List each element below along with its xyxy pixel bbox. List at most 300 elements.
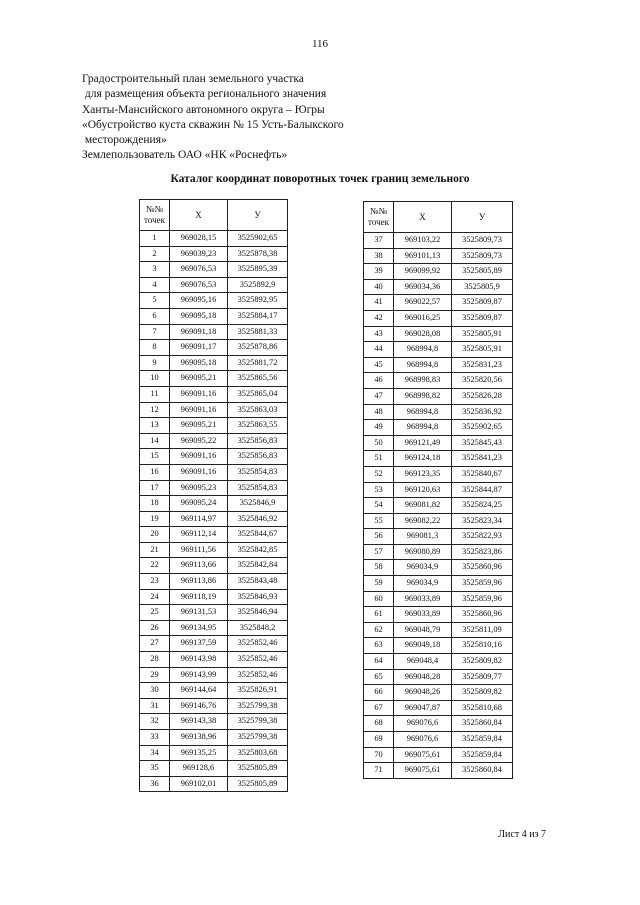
table-row <box>140 262 288 278</box>
table-row <box>364 435 513 451</box>
y-coordinate-cell: 3525859,96 <box>452 576 513 592</box>
y-coordinate-cell: 3525854,83 <box>228 480 288 496</box>
x-coordinate-cell: 969118,19 <box>170 589 228 605</box>
table-row <box>364 498 513 514</box>
point-number-cell: 67 <box>364 700 394 716</box>
x-coordinate-cell: 969075,61 <box>394 763 452 779</box>
y-coordinate-cell: 3525845,43 <box>452 435 513 451</box>
x-coordinate-cell: 969049,18 <box>394 638 452 654</box>
table-row <box>140 776 288 792</box>
header-line: Ханты-Мансийского автономного округа – Югры <box>82 103 325 116</box>
point-number-cell: 25 <box>140 605 170 621</box>
point-number-cell: 53 <box>364 482 394 498</box>
table-row <box>140 386 288 402</box>
point-number-cell: 58 <box>364 560 394 576</box>
x-coordinate-cell: 969034,9 <box>394 560 452 576</box>
x-coordinate-cell: 969143,98 <box>170 652 228 668</box>
table-row <box>140 308 288 324</box>
point-number-cell: 40 <box>364 279 394 295</box>
table-row <box>364 716 513 732</box>
table-row <box>364 404 513 420</box>
x-coordinate-cell: 969101,13 <box>394 248 452 264</box>
table-row <box>364 295 513 311</box>
x-coordinate-cell: 969113,86 <box>170 574 228 590</box>
point-number-cell: 30 <box>140 683 170 699</box>
header-y: У <box>452 202 513 233</box>
x-coordinate-cell: 969095,18 <box>170 308 228 324</box>
table-row <box>364 373 513 389</box>
y-coordinate-cell: 3525863,55 <box>228 418 288 434</box>
y-coordinate-cell: 3525799,38 <box>228 730 288 746</box>
x-coordinate-cell: 969121,49 <box>394 435 452 451</box>
y-coordinate-cell: 3525823,86 <box>452 544 513 560</box>
table-row <box>364 342 513 358</box>
x-coordinate-cell: 969076,53 <box>170 277 228 293</box>
point-number-cell: 35 <box>140 761 170 777</box>
y-coordinate-cell: 3525826,28 <box>452 388 513 404</box>
table-row <box>140 246 288 262</box>
x-coordinate-cell: 969080,89 <box>394 544 452 560</box>
header-line: Землепользователь ОАО «НК «Роснефть» <box>82 149 288 162</box>
x-coordinate-cell: 969033,89 <box>394 591 452 607</box>
point-number-cell: 1 <box>140 231 170 247</box>
table-row <box>140 293 288 309</box>
y-coordinate-cell: 3525846,92 <box>228 511 288 527</box>
table-row <box>364 747 513 763</box>
x-coordinate-cell: 969076,53 <box>170 262 228 278</box>
header-line: «Обустройство куста скважин № 15 Усть-Балыкского <box>82 118 344 131</box>
table-row <box>364 388 513 404</box>
point-number-cell: 8 <box>140 340 170 356</box>
y-coordinate-cell: 3525831,23 <box>452 357 513 373</box>
table-row <box>140 324 288 340</box>
table-row <box>364 513 513 529</box>
point-number-cell: 22 <box>140 558 170 574</box>
y-coordinate-cell: 3525902,65 <box>228 231 288 247</box>
y-coordinate-cell: 3525844,87 <box>452 482 513 498</box>
x-coordinate-cell: 969091,17 <box>170 340 228 356</box>
y-coordinate-cell: 3525805,9 <box>452 279 513 295</box>
table-row <box>140 418 288 434</box>
x-coordinate-cell: 969022,57 <box>394 295 452 311</box>
point-number-cell: 33 <box>140 730 170 746</box>
catalog-title: Каталог координат поворотных точек границ земельного <box>170 173 470 185</box>
point-number-cell: 37 <box>364 233 394 249</box>
x-coordinate-cell: 969091,16 <box>170 386 228 402</box>
x-coordinate-cell: 969135,25 <box>170 745 228 761</box>
point-number-cell: 5 <box>140 293 170 309</box>
header-y: У <box>228 200 288 231</box>
point-number-cell: 54 <box>364 498 394 514</box>
point-number-cell: 39 <box>364 264 394 280</box>
table-row <box>364 544 513 560</box>
y-coordinate-cell: 3525846,93 <box>228 589 288 605</box>
y-coordinate-cell: 3525846,9 <box>228 496 288 512</box>
y-coordinate-cell: 3525824,25 <box>452 498 513 514</box>
point-number-cell: 17 <box>140 480 170 496</box>
table-row <box>364 482 513 498</box>
point-number-cell: 48 <box>364 404 394 420</box>
table-row <box>140 667 288 683</box>
x-coordinate-cell: 969144,64 <box>170 683 228 699</box>
coordinates-table-right <box>363 201 513 779</box>
point-number-cell: 23 <box>140 574 170 590</box>
point-number-cell: 41 <box>364 295 394 311</box>
x-coordinate-cell: 968994,8 <box>394 404 452 420</box>
point-number-cell: 43 <box>364 326 394 342</box>
x-coordinate-cell: 969091,16 <box>170 449 228 465</box>
table-row <box>140 620 288 636</box>
x-coordinate-cell: 969048,28 <box>394 669 452 685</box>
sheet-number: Лист 4 из 7 <box>498 829 546 840</box>
x-coordinate-cell: 969137,59 <box>170 636 228 652</box>
x-coordinate-cell: 969091,18 <box>170 324 228 340</box>
y-coordinate-cell: 3525841,23 <box>452 451 513 467</box>
table-row <box>140 636 288 652</box>
table-row <box>140 277 288 293</box>
table-row <box>364 357 513 373</box>
table-row <box>364 466 513 482</box>
point-number-cell: 13 <box>140 418 170 434</box>
page-number: 116 <box>311 38 329 50</box>
y-coordinate-cell: 3525860,96 <box>452 607 513 623</box>
table-row <box>364 763 513 779</box>
y-coordinate-cell: 3525810,16 <box>452 638 513 654</box>
y-coordinate-cell: 3525848,2 <box>228 620 288 636</box>
x-coordinate-cell: 969099,92 <box>394 264 452 280</box>
table-row <box>140 745 288 761</box>
x-coordinate-cell: 969076,6 <box>394 732 452 748</box>
table-row <box>140 433 288 449</box>
y-coordinate-cell: 3525809,87 <box>452 295 513 311</box>
point-number-cell: 20 <box>140 527 170 543</box>
x-coordinate-cell: 969081,3 <box>394 529 452 545</box>
point-number-cell: 52 <box>364 466 394 482</box>
point-number-cell: 62 <box>364 622 394 638</box>
y-coordinate-cell: 3525809,77 <box>452 669 513 685</box>
point-number-cell: 66 <box>364 685 394 701</box>
y-coordinate-cell: 3525799,38 <box>228 714 288 730</box>
table-row <box>364 669 513 685</box>
point-number-cell: 4 <box>140 277 170 293</box>
y-coordinate-cell: 3525799,38 <box>228 698 288 714</box>
x-coordinate-cell: 969047,87 <box>394 700 452 716</box>
point-number-cell: 38 <box>364 248 394 264</box>
y-coordinate-cell: 3525840,67 <box>452 466 513 482</box>
y-coordinate-cell: 3525826,91 <box>228 683 288 699</box>
table-row <box>364 451 513 467</box>
x-coordinate-cell: 969095,22 <box>170 433 228 449</box>
x-coordinate-cell: 969120,63 <box>394 482 452 498</box>
point-number-cell: 65 <box>364 669 394 685</box>
y-coordinate-cell: 3525805,89 <box>228 776 288 792</box>
x-coordinate-cell: 969143,38 <box>170 714 228 730</box>
table-row <box>140 480 288 496</box>
point-number-cell: 68 <box>364 716 394 732</box>
y-coordinate-cell: 3525865,56 <box>228 371 288 387</box>
y-coordinate-cell: 3525856,83 <box>228 433 288 449</box>
point-number-cell: 24 <box>140 589 170 605</box>
x-coordinate-cell: 969128,6 <box>170 761 228 777</box>
table-row <box>140 355 288 371</box>
point-number-cell: 64 <box>364 654 394 670</box>
y-coordinate-cell: 3525836,92 <box>452 404 513 420</box>
table-row <box>364 607 513 623</box>
x-coordinate-cell: 969048,79 <box>394 622 452 638</box>
point-number-cell: 46 <box>364 373 394 389</box>
point-number-cell: 19 <box>140 511 170 527</box>
y-coordinate-cell: 3525805,91 <box>452 326 513 342</box>
y-coordinate-cell: 3525843,48 <box>228 574 288 590</box>
y-coordinate-cell: 3525805,89 <box>452 264 513 280</box>
table-row <box>364 326 513 342</box>
point-number-cell: 26 <box>140 620 170 636</box>
table-row <box>140 231 288 247</box>
y-coordinate-cell: 3525805,89 <box>228 761 288 777</box>
table-row <box>364 264 513 280</box>
header-x: Х <box>170 200 228 231</box>
table-row <box>364 310 513 326</box>
header-line: Градостроительный план земельного участка <box>82 73 304 85</box>
x-coordinate-cell: 969048,26 <box>394 685 452 701</box>
point-number-cell: 34 <box>140 745 170 761</box>
point-number-cell: 12 <box>140 402 170 418</box>
point-number-cell: 7 <box>140 324 170 340</box>
y-coordinate-cell: 3525809,87 <box>452 310 513 326</box>
y-coordinate-cell: 3525805,91 <box>452 342 513 358</box>
y-coordinate-cell: 3525859,96 <box>452 591 513 607</box>
y-coordinate-cell: 3525863,03 <box>228 402 288 418</box>
y-coordinate-cell: 3525852,46 <box>228 636 288 652</box>
header-point-number: №№ точек <box>364 202 394 233</box>
x-coordinate-cell: 969076,6 <box>394 716 452 732</box>
coordinates-table-left <box>139 199 288 792</box>
x-coordinate-cell: 968994,8 <box>394 420 452 436</box>
header-line: для размещения объекта регионального значения <box>82 88 327 101</box>
y-coordinate-cell: 3525809,73 <box>452 248 513 264</box>
point-number-cell: 28 <box>140 652 170 668</box>
table-row <box>140 527 288 543</box>
y-coordinate-cell: 3525809,73 <box>452 233 513 249</box>
y-coordinate-cell: 3525809,82 <box>452 654 513 670</box>
y-coordinate-cell: 3525823,34 <box>452 513 513 529</box>
point-number-cell: 51 <box>364 451 394 467</box>
y-coordinate-cell: 3525820,56 <box>452 373 513 389</box>
header-point-number: №№ точек <box>140 200 170 231</box>
table-row <box>364 576 513 592</box>
table-row <box>364 638 513 654</box>
y-coordinate-cell: 3525892,9 <box>228 277 288 293</box>
table-row <box>140 589 288 605</box>
point-number-cell: 32 <box>140 714 170 730</box>
x-coordinate-cell: 969095,23 <box>170 480 228 496</box>
x-coordinate-cell: 969114,97 <box>170 511 228 527</box>
point-number-cell: 71 <box>364 763 394 779</box>
x-coordinate-cell: 969095,21 <box>170 418 228 434</box>
table-row <box>364 622 513 638</box>
x-coordinate-cell: 969095,24 <box>170 496 228 512</box>
y-coordinate-cell: 3525842,85 <box>228 542 288 558</box>
y-coordinate-cell: 3525860,84 <box>452 716 513 732</box>
y-coordinate-cell: 3525844,67 <box>228 527 288 543</box>
point-number-cell: 3 <box>140 262 170 278</box>
y-coordinate-cell: 3525884,17 <box>228 308 288 324</box>
point-number-cell: 57 <box>364 544 394 560</box>
table-row <box>364 654 513 670</box>
table-row <box>364 279 513 295</box>
y-coordinate-cell: 3525865,04 <box>228 386 288 402</box>
table-row <box>364 732 513 748</box>
x-coordinate-cell: 969075,61 <box>394 747 452 763</box>
y-coordinate-cell: 3525892,95 <box>228 293 288 309</box>
point-number-cell: 2 <box>140 246 170 262</box>
x-coordinate-cell: 969138,96 <box>170 730 228 746</box>
y-coordinate-cell: 3525852,46 <box>228 667 288 683</box>
y-coordinate-cell: 3525859,84 <box>452 747 513 763</box>
point-number-cell: 56 <box>364 529 394 545</box>
point-number-cell: 21 <box>140 542 170 558</box>
table-row <box>140 496 288 512</box>
table-row <box>140 605 288 621</box>
table-row <box>364 529 513 545</box>
x-coordinate-cell: 969028,15 <box>170 231 228 247</box>
x-coordinate-cell: 969082,22 <box>394 513 452 529</box>
x-coordinate-cell: 969028,08 <box>394 326 452 342</box>
table-row <box>364 685 513 701</box>
point-number-cell: 42 <box>364 310 394 326</box>
header-x: Х <box>394 202 452 233</box>
x-coordinate-cell: 969146,76 <box>170 698 228 714</box>
y-coordinate-cell: 3525854,83 <box>228 464 288 480</box>
table-row <box>140 449 288 465</box>
y-coordinate-cell: 3525842,84 <box>228 558 288 574</box>
point-number-cell: 10 <box>140 371 170 387</box>
point-number-cell: 18 <box>140 496 170 512</box>
x-coordinate-cell: 969091,16 <box>170 402 228 418</box>
point-number-cell: 9 <box>140 355 170 371</box>
table-row <box>140 542 288 558</box>
header-line: месторождения» <box>82 134 167 147</box>
y-coordinate-cell: 3525878,38 <box>228 246 288 262</box>
table-row <box>140 652 288 668</box>
y-coordinate-cell: 3525856,83 <box>228 449 288 465</box>
x-coordinate-cell: 969016,25 <box>394 310 452 326</box>
table-row <box>140 574 288 590</box>
table-row <box>140 730 288 746</box>
point-number-cell: 16 <box>140 464 170 480</box>
table-row <box>140 683 288 699</box>
x-coordinate-cell: 969095,16 <box>170 293 228 309</box>
y-coordinate-cell: 3525811,09 <box>452 622 513 638</box>
point-number-cell: 63 <box>364 638 394 654</box>
x-coordinate-cell: 969143,99 <box>170 667 228 683</box>
x-coordinate-cell: 969123,35 <box>394 466 452 482</box>
x-coordinate-cell: 969103,22 <box>394 233 452 249</box>
table-row <box>364 248 513 264</box>
point-number-cell: 55 <box>364 513 394 529</box>
y-coordinate-cell: 3525846,94 <box>228 605 288 621</box>
point-number-cell: 29 <box>140 667 170 683</box>
y-coordinate-cell: 3525878,86 <box>228 340 288 356</box>
point-number-cell: 14 <box>140 433 170 449</box>
y-coordinate-cell: 3525902,65 <box>452 420 513 436</box>
point-number-cell: 44 <box>364 342 394 358</box>
x-coordinate-cell: 969111,56 <box>170 542 228 558</box>
table-row <box>140 714 288 730</box>
table-row <box>364 591 513 607</box>
x-coordinate-cell: 969102,01 <box>170 776 228 792</box>
y-coordinate-cell: 3525822,93 <box>452 529 513 545</box>
table-row <box>140 698 288 714</box>
y-coordinate-cell: 3525860,96 <box>452 560 513 576</box>
point-number-cell: 49 <box>364 420 394 436</box>
point-number-cell: 61 <box>364 607 394 623</box>
table-row <box>364 700 513 716</box>
x-coordinate-cell: 969131,53 <box>170 605 228 621</box>
x-coordinate-cell: 969134,95 <box>170 620 228 636</box>
x-coordinate-cell: 969095,21 <box>170 371 228 387</box>
y-coordinate-cell: 3525803,68 <box>228 745 288 761</box>
table-row <box>140 464 288 480</box>
x-coordinate-cell: 969034,36 <box>394 279 452 295</box>
table-row <box>140 761 288 777</box>
x-coordinate-cell: 969034,9 <box>394 576 452 592</box>
table-row <box>140 402 288 418</box>
table-row <box>364 420 513 436</box>
x-coordinate-cell: 969048,4 <box>394 654 452 670</box>
point-number-cell: 50 <box>364 435 394 451</box>
x-coordinate-cell: 968994,8 <box>394 342 452 358</box>
x-coordinate-cell: 968998,82 <box>394 388 452 404</box>
point-number-cell: 27 <box>140 636 170 652</box>
point-number-cell: 15 <box>140 449 170 465</box>
x-coordinate-cell: 969095,18 <box>170 355 228 371</box>
point-number-cell: 31 <box>140 698 170 714</box>
x-coordinate-cell: 969113,66 <box>170 558 228 574</box>
x-coordinate-cell: 969091,16 <box>170 464 228 480</box>
point-number-cell: 6 <box>140 308 170 324</box>
x-coordinate-cell: 968998,83 <box>394 373 452 389</box>
x-coordinate-cell: 969033,89 <box>394 607 452 623</box>
x-coordinate-cell: 969081,82 <box>394 498 452 514</box>
point-number-cell: 36 <box>140 776 170 792</box>
point-number-cell: 11 <box>140 386 170 402</box>
point-number-cell: 45 <box>364 357 394 373</box>
x-coordinate-cell: 969039,23 <box>170 246 228 262</box>
x-coordinate-cell: 969112,14 <box>170 527 228 543</box>
y-coordinate-cell: 3525810,68 <box>452 700 513 716</box>
y-coordinate-cell: 3525859,84 <box>452 732 513 748</box>
table-row <box>140 558 288 574</box>
y-coordinate-cell: 3525881,33 <box>228 324 288 340</box>
point-number-cell: 59 <box>364 576 394 592</box>
y-coordinate-cell: 3525881,72 <box>228 355 288 371</box>
table-row <box>140 371 288 387</box>
document-header <box>82 72 344 164</box>
y-coordinate-cell: 3525860,84 <box>452 763 513 779</box>
y-coordinate-cell: 3525852,46 <box>228 652 288 668</box>
point-number-cell: 47 <box>364 388 394 404</box>
table-row <box>140 511 288 527</box>
table-row <box>140 340 288 356</box>
x-coordinate-cell: 969124,18 <box>394 451 452 467</box>
point-number-cell: 60 <box>364 591 394 607</box>
table-row <box>364 233 513 249</box>
point-number-cell: 69 <box>364 732 394 748</box>
point-number-cell: 70 <box>364 747 394 763</box>
y-coordinate-cell: 3525809,82 <box>452 685 513 701</box>
x-coordinate-cell: 968994,8 <box>394 357 452 373</box>
